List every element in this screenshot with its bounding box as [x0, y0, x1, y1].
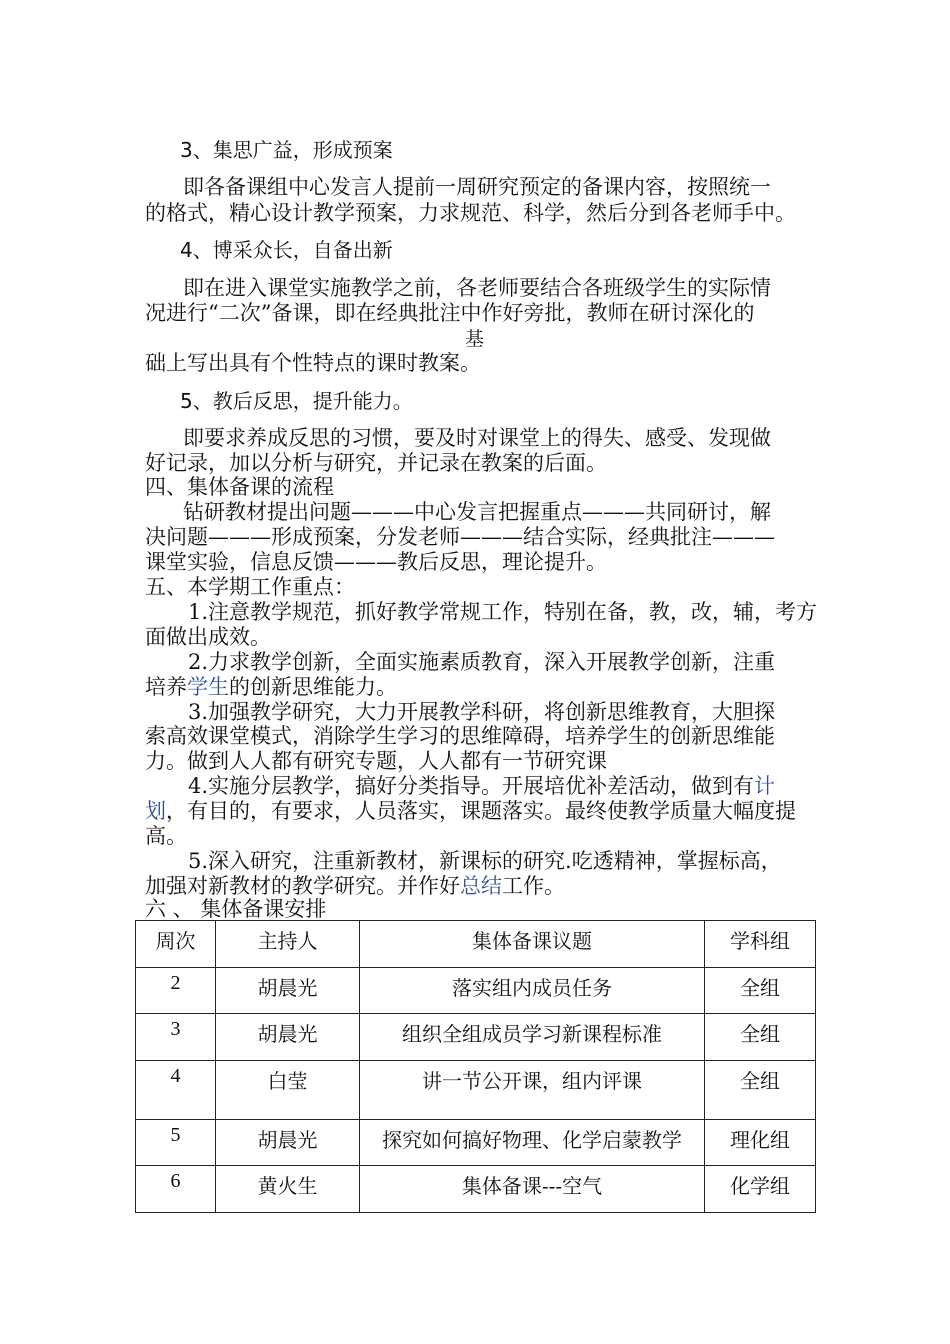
cell-topic: 探究如何搞好物理、化学启蒙教学 [360, 1120, 705, 1166]
cell-host: 白莹 [216, 1061, 360, 1120]
paragraph-3-line-2: 的格式，精心设计教学预案，力求规范、科学，然后分到各老师手中。 [145, 201, 796, 225]
cell-week: 6 [136, 1166, 216, 1213]
section-6-title: 六 、 集体备课安排 [145, 897, 327, 921]
cell-group: 全组 [705, 1014, 816, 1061]
table-row [136, 1061, 816, 1120]
item-5-text-a: 加强对新教材的教学研究。并作好 [145, 874, 460, 898]
paragraph-4-line-3: 基 [465, 328, 485, 350]
schedule-table [135, 920, 816, 1213]
section-4-line-1: 钻研教材提出问题———中心发言把握重点———共同研讨，解 [183, 500, 771, 524]
item-3-line-3: 力。做到人人都有研究专题，人人都有一节研究课 [145, 749, 607, 773]
item-2-line-1: 2.力求教学创新，全面实施素质教育，深入开展教学创新，注重 [188, 650, 776, 674]
header-topic: 集体备课议题 [360, 921, 705, 968]
cell-topic: 集体备课---空气 [360, 1166, 705, 1213]
cell-week: 3 [136, 1014, 216, 1061]
table-row [136, 968, 816, 1014]
header-host: 主持人 [216, 921, 360, 968]
table-row [136, 1166, 816, 1213]
cell-week: 4 [136, 1061, 216, 1120]
section-4-line-3: 课堂实验，信息反馈———教后反思，理论提升。 [145, 550, 607, 574]
item-1-line-2: 面做出成效。 [145, 625, 271, 649]
cell-host: 胡晨光 [216, 1120, 360, 1166]
table-row [136, 1120, 816, 1166]
plan-link-part-1[interactable]: 计 [754, 774, 776, 798]
cell-topic: 讲一节公开课，组内评课 [360, 1061, 705, 1120]
cell-group: 理化组 [705, 1120, 816, 1166]
item-4-line-1 [188, 774, 858, 798]
heading-4: 4、博采众长，自备出新 [180, 238, 393, 262]
paragraph-5-line-1: 即要求养成反思的习惯，要及时对课堂上的得失、感受、发现做 [183, 426, 771, 450]
section-5-title: 五、本学期工作重点： [145, 575, 355, 599]
paragraph-4-line-4: 础上写出具有个性特点的课时教案。 [145, 351, 481, 375]
heading-5: 5、教后反思，提升能力。 [180, 389, 413, 413]
cell-host: 胡晨光 [216, 968, 360, 1014]
cell-week: 2 [136, 968, 216, 1014]
item-2-text-b: 的创新思维能力。 [229, 675, 397, 699]
cell-group: 全组 [705, 1061, 816, 1120]
heading-3: 3、集思广益，形成预案 [180, 138, 393, 162]
cell-topic: 组织全组成员学习新课程标准 [360, 1014, 705, 1061]
cell-host: 黄火生 [216, 1166, 360, 1213]
summary-link[interactable]: 总结 [460, 874, 502, 898]
item-3-line-2: 索高效课堂模式，消除学生学习的思维障碍，培养学生的创新思维能 [145, 724, 775, 748]
item-5-line-2 [145, 874, 815, 898]
paragraph-3-line-1: 即各备课组中心发言人提前一周研究预定的备课内容，按照统一 [183, 175, 771, 199]
cell-host: 胡晨光 [216, 1014, 360, 1061]
cell-group: 全组 [705, 968, 816, 1014]
header-group: 学科组 [705, 921, 816, 968]
section-4-title: 四、集体备课的流程 [145, 475, 334, 499]
section-4-line-2: 决问题———形成预案，分发老师———结合实际，经典批注——— [145, 525, 775, 549]
item-4-line-3: 高。 [145, 824, 187, 848]
cell-week: 5 [136, 1120, 216, 1166]
table-row [136, 1014, 816, 1061]
paragraph-4-line-2: 况进行“二次”备课，即在经典批注中作好旁批，教师在研讨深化的 [145, 301, 755, 325]
cell-topic: 落实组内成员任务 [360, 968, 705, 1014]
paragraph-5-line-2: 好记录，加以分析与研究，并记录在教案的后面。 [145, 451, 607, 475]
item-4-text-b: ，有目的，有要求，人员落实，课题落实。最终使教学质量大幅度提 [166, 799, 796, 823]
header-week: 周次 [136, 921, 216, 968]
item-5-text-b: 工作。 [502, 874, 565, 898]
paragraph-4-line-1: 即在进入课堂实施教学之前，各老师要结合各班级学生的实际情 [183, 276, 771, 300]
item-5-line-1: 5.深入研究，注重新教材，新课标的研究.吃透精神，掌握标高， [188, 849, 782, 873]
item-2-line-2 [145, 675, 815, 699]
cell-group: 化学组 [705, 1166, 816, 1213]
students-link[interactable]: 学生 [187, 675, 229, 699]
plan-link-part-2[interactable]: 划 [145, 799, 166, 823]
table-header-row [136, 921, 816, 968]
item-2-text-a: 培养 [145, 675, 187, 699]
item-4-text-a: 4.实施分层教学，搞好分类指导。开展培优补差活动，做到有 [188, 774, 755, 798]
item-3-line-1: 3.加强教学研究，大力开展教学科研，将创新思维教育，大胆探 [188, 700, 776, 724]
item-4-line-2 [145, 799, 815, 823]
item-1-line-1: 1.注意教学规范，抓好教学常规工作，特别在备，教，改，辅，考方 [188, 600, 818, 624]
